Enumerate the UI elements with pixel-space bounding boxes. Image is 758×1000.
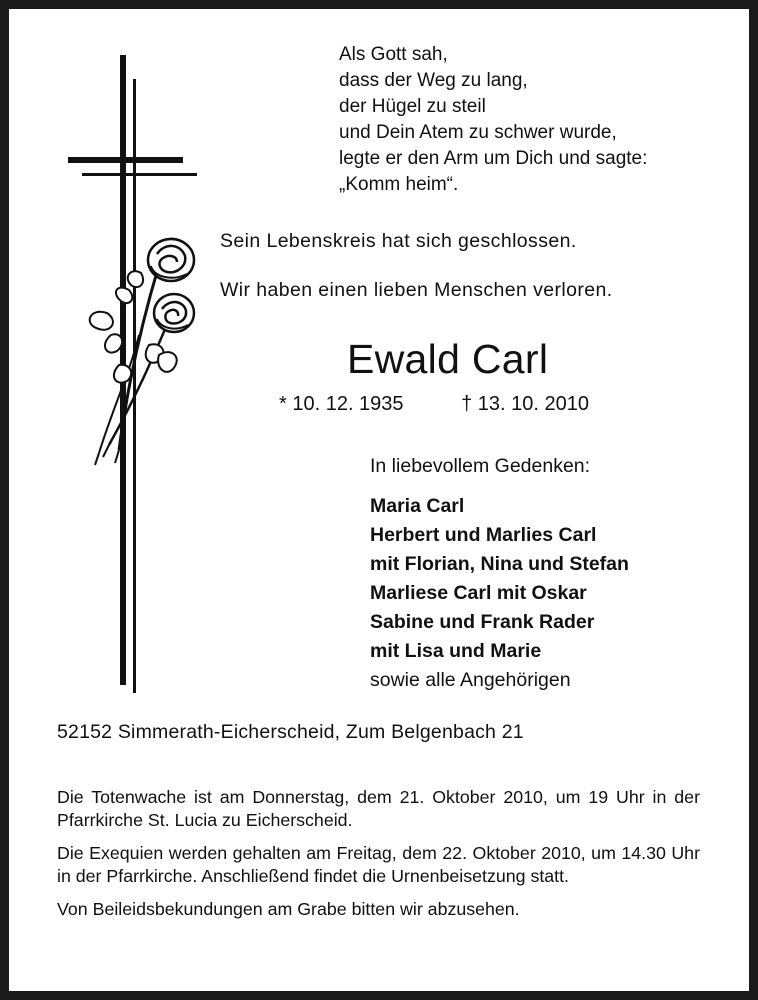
poem-line: dass der Weg zu lang,: [339, 70, 528, 91]
mourner-line: Maria Carl: [370, 495, 465, 517]
mourner-line: Sabine und Frank Rader: [370, 611, 595, 633]
intro-line-2: Wir haben einen lieben Menschen verloren.: [220, 279, 613, 301]
poem: [339, 42, 647, 198]
poem-line: Als Gott sah,: [339, 44, 448, 65]
mourner-line: mit Florian, Nina und Stefan: [370, 553, 629, 575]
mourners-footer: sowie alle Angehörigen: [370, 669, 571, 691]
death-date: † 13. 10. 2010: [461, 393, 590, 415]
notice-exequies: Die Exequien werden gehalten am Freitag, dem 22. Oktober 2010, um 14.30 Uhr in der Pfarrkirche. Anschließend findet die Urnenbeisetzung statt.: [57, 843, 700, 886]
mourner-line: mit Lisa und Marie: [370, 640, 542, 662]
poem-line: legte er den Arm um Dich und sagte:: [339, 148, 648, 169]
intro-line-1: Sein Lebenskreis hat sich geschlossen.: [220, 230, 577, 252]
poem-line: und Dein Atem zu schwer wurde,: [339, 122, 617, 143]
birth-date: * 10. 12. 1935: [279, 393, 404, 415]
mourners-list: [370, 492, 629, 695]
cross-with-roses-icon: [59, 45, 199, 695]
memory-label: In liebevollem Gedenken:: [370, 455, 591, 477]
poem-line: „Komm heim“.: [339, 174, 459, 195]
notice-wake: Die Totenwache ist am Donnerstag, dem 21. Oktober 2010, um 19 Uhr in der Pfarrkirche St. Lucia zu Eicherscheid.: [57, 787, 700, 830]
life-dates: [279, 393, 589, 416]
notice-condolences: Von Beileidsbekundungen am Grabe bitten wir abzusehen.: [57, 899, 520, 919]
notices: [57, 786, 700, 931]
deceased-name: Ewald Carl: [347, 336, 549, 382]
address: 52152 Simmerath-Eicherscheid, Zum Belgenbach 21: [57, 721, 524, 743]
poem-line: der Hügel zu steil: [339, 96, 486, 117]
mourner-line: Marliese Carl mit Oskar: [370, 582, 587, 604]
mourner-line: Herbert und Marlies Carl: [370, 524, 597, 546]
